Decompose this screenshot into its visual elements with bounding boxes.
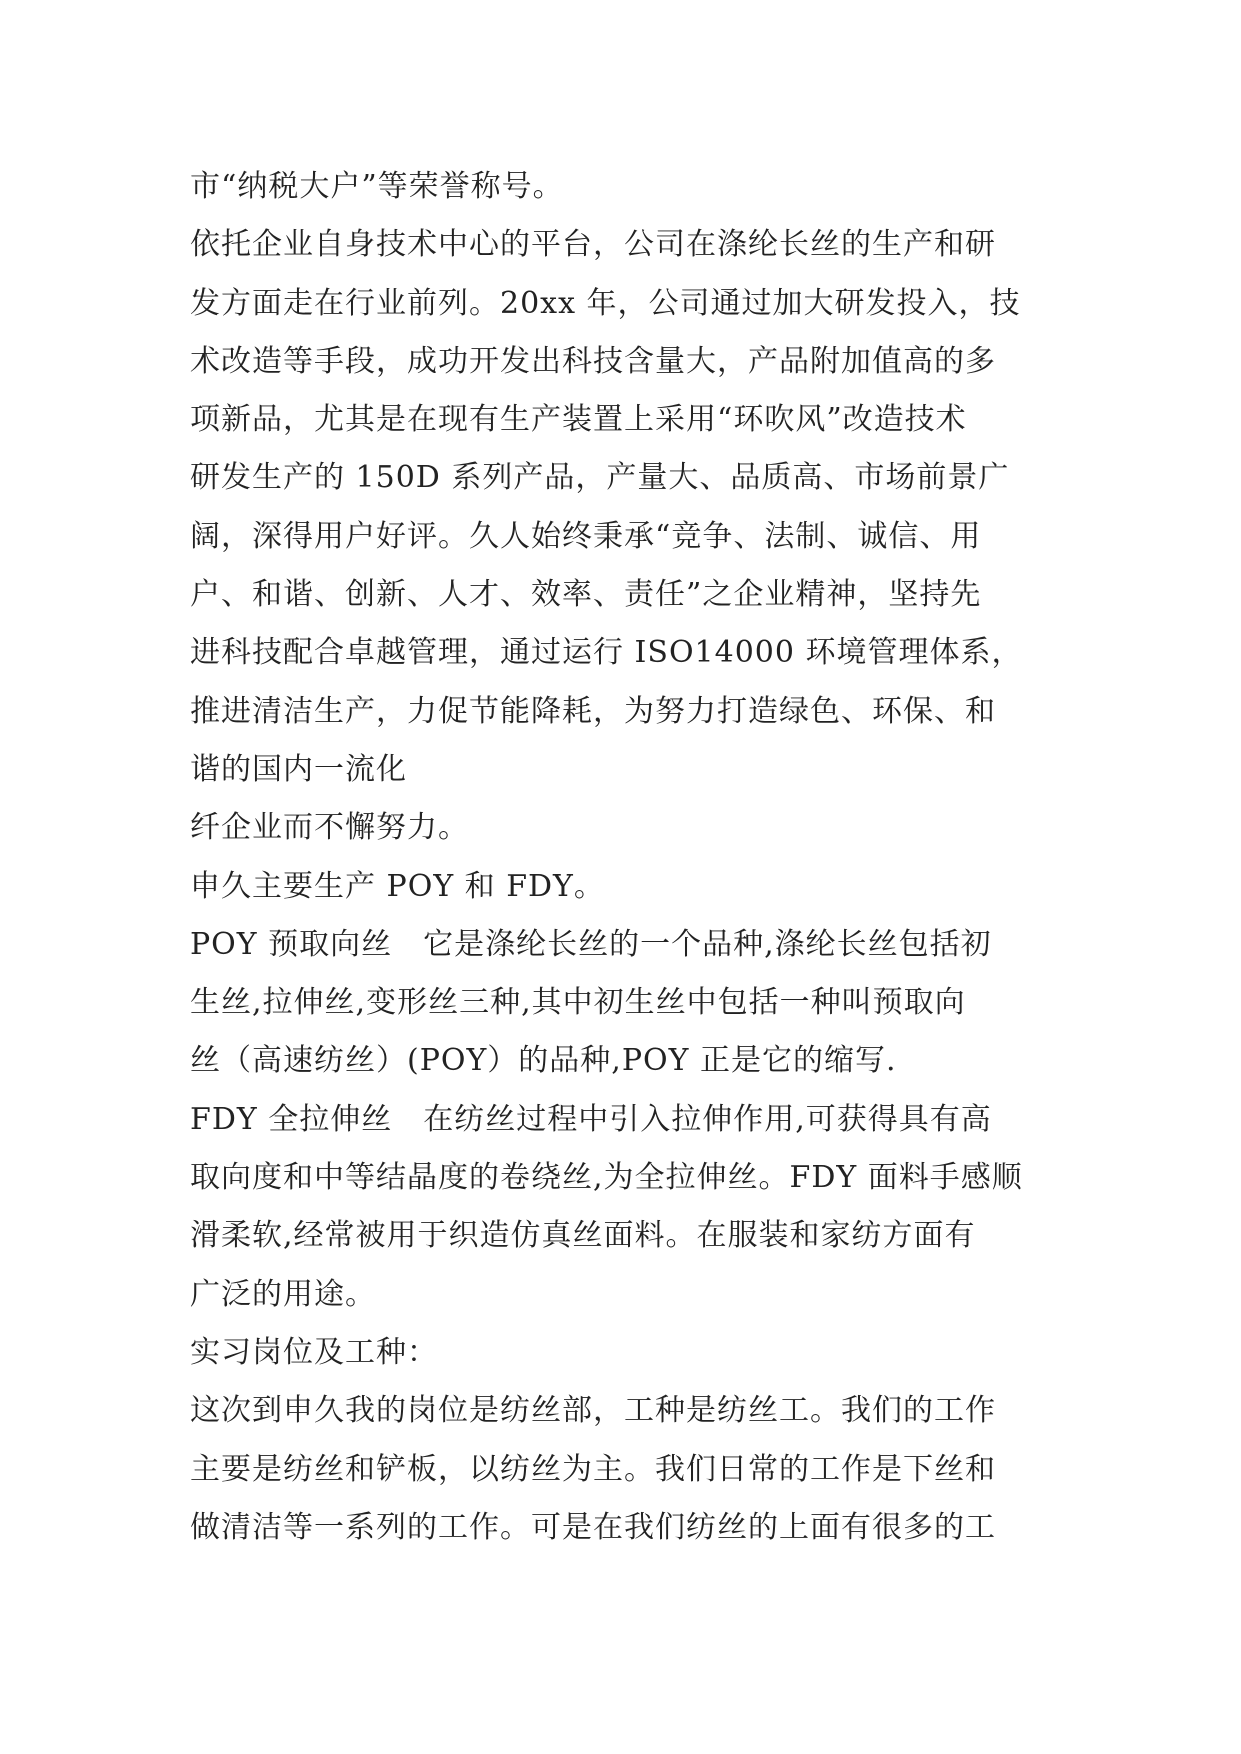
text-line: POY 预取向丝 它是涤纶长丝的一个品种,涤纶长丝包括初 bbox=[190, 926, 992, 962]
text-line: 阔，深得用户好评。久人始终秉承“竞争、法制、诚信、用 bbox=[190, 518, 982, 554]
text-line: 术改造等手段，成功开发出科技含量大，产品附加值高的多 bbox=[190, 343, 996, 379]
text-line: 这次到申久我的岗位是纺丝部，工种是纺丝工。我们的工作 bbox=[190, 1393, 996, 1429]
text-line: 滑柔软,经常被用于织造仿真丝面料。在服装和家纺方面有 bbox=[190, 1218, 976, 1254]
text-line: 推进清洁生产，力促节能降耗，为努力打造绿色、环保、和 bbox=[190, 693, 996, 729]
text-line: 生丝,拉伸丝,变形丝三种,其中初生丝中包括一种叫预取向 bbox=[190, 985, 966, 1021]
text-line: 市“纳税大户”等荣誉称号。 bbox=[190, 169, 564, 204]
text-line: 发方面走在行业前列。20xx 年，公司通过加大研发投入，技 bbox=[190, 285, 1021, 321]
text-line: 进科技配合卓越管理，通过运行 ISO14000 环境管理体系， bbox=[190, 635, 1023, 671]
text-line: 申久主要生产 POY 和 FDY。 bbox=[190, 868, 605, 904]
text-line: 实习岗位及工种： bbox=[190, 1334, 438, 1370]
text-line: 做清洁等一系列的工作。可是在我们纺丝的上面有很多的工 bbox=[190, 1509, 996, 1545]
text-line: 广泛的用途。 bbox=[190, 1276, 376, 1312]
text-line: 纤企业而不懈努力。 bbox=[190, 810, 469, 846]
text-line: 户、和谐、创新、人才、效率、责任”之企业精神，坚持先 bbox=[190, 577, 982, 613]
text-line: 取向度和中等结晶度的卷绕丝,为全拉伸丝。FDY 面料手感顺 bbox=[190, 1160, 1023, 1196]
text-line: 项新品，尤其是在现有生产装置上采用“环吹风”改造技术 bbox=[190, 402, 967, 438]
text-line: 主要是纺丝和铲板，以纺丝为主。我们日常的工作是下丝和 bbox=[190, 1451, 996, 1487]
document-body bbox=[190, 158, 1070, 1557]
text-line: 谐的国内一流化 bbox=[190, 751, 407, 787]
text-line: 依托企业自身技术中心的平台，公司在涤纶长丝的生产和研 bbox=[190, 227, 996, 263]
text-line: FDY 全拉伸丝 在纺丝过程中引入拉伸作用,可获得具有高 bbox=[190, 1101, 992, 1137]
text-line: 丝（高速纺丝）(POY）的品种,POY 正是它的缩写. bbox=[190, 1043, 897, 1079]
text-line: 研发生产的 150D 系列产品，产量大、品质高、市场前景广 bbox=[190, 460, 1010, 496]
